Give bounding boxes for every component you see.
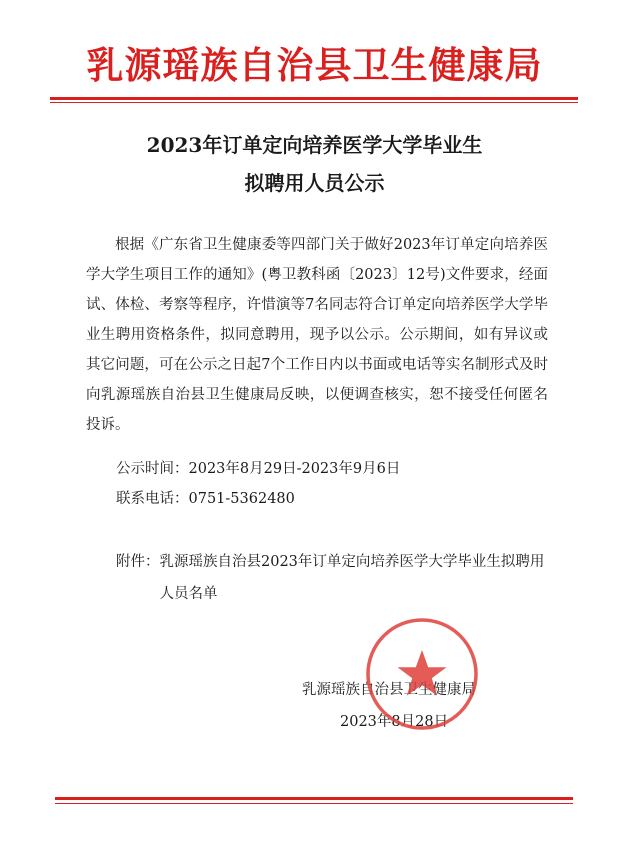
notice-title-line1: 2023年订单定向培养医学大学毕业生 — [146, 133, 483, 157]
notice-period: 公示时间：2023年8月29日-2023年9月6日 — [116, 461, 401, 477]
official-seal — [364, 616, 480, 732]
footer-rule-thick — [55, 797, 573, 800]
signature-date: 2023年8月28日 — [340, 714, 449, 730]
masthead-title: 乳源瑶族自治县卫生健康局 — [86, 44, 543, 87]
star-icon — [398, 650, 447, 696]
notice-contact: 联系电话：0751-5362480 — [116, 491, 295, 507]
notice-body: 根据《广东省卫生健康委等四部门关于做好2023年订单定向培养医学大学生项目工作的通知》(粤卫教科函〔2023〕12号)文件要求，经面试、体检、考察等程序，许惜演等7名同志符合订单定向培养医学大学毕业生聘用资格条件，拟同意聘用，现予以公示。公示期间，如有异议或其它问题，可在公示之日起7个工作日内以书面或电话等实名制形式及时向乳源瑶族自治县卫生健康局反映，以便调查核实，恕不接受任何匿名投诉。 — [86, 237, 548, 433]
signature-organization: 乳源瑶族自治县卫生健康局 — [302, 682, 476, 698]
footer-rule-thin — [55, 803, 573, 804]
attachment-label: 附件： — [116, 554, 160, 570]
attachment-text: 乳源瑶族自治县2023年订单定向培养医学大学毕业生拟聘用人员名单 — [159, 554, 545, 602]
masthead-rule-thin — [50, 102, 578, 103]
attachment — [116, 546, 556, 610]
notice-title-line2: 拟聘用人员公示 — [244, 171, 385, 195]
masthead-rule-thick — [50, 97, 578, 100]
